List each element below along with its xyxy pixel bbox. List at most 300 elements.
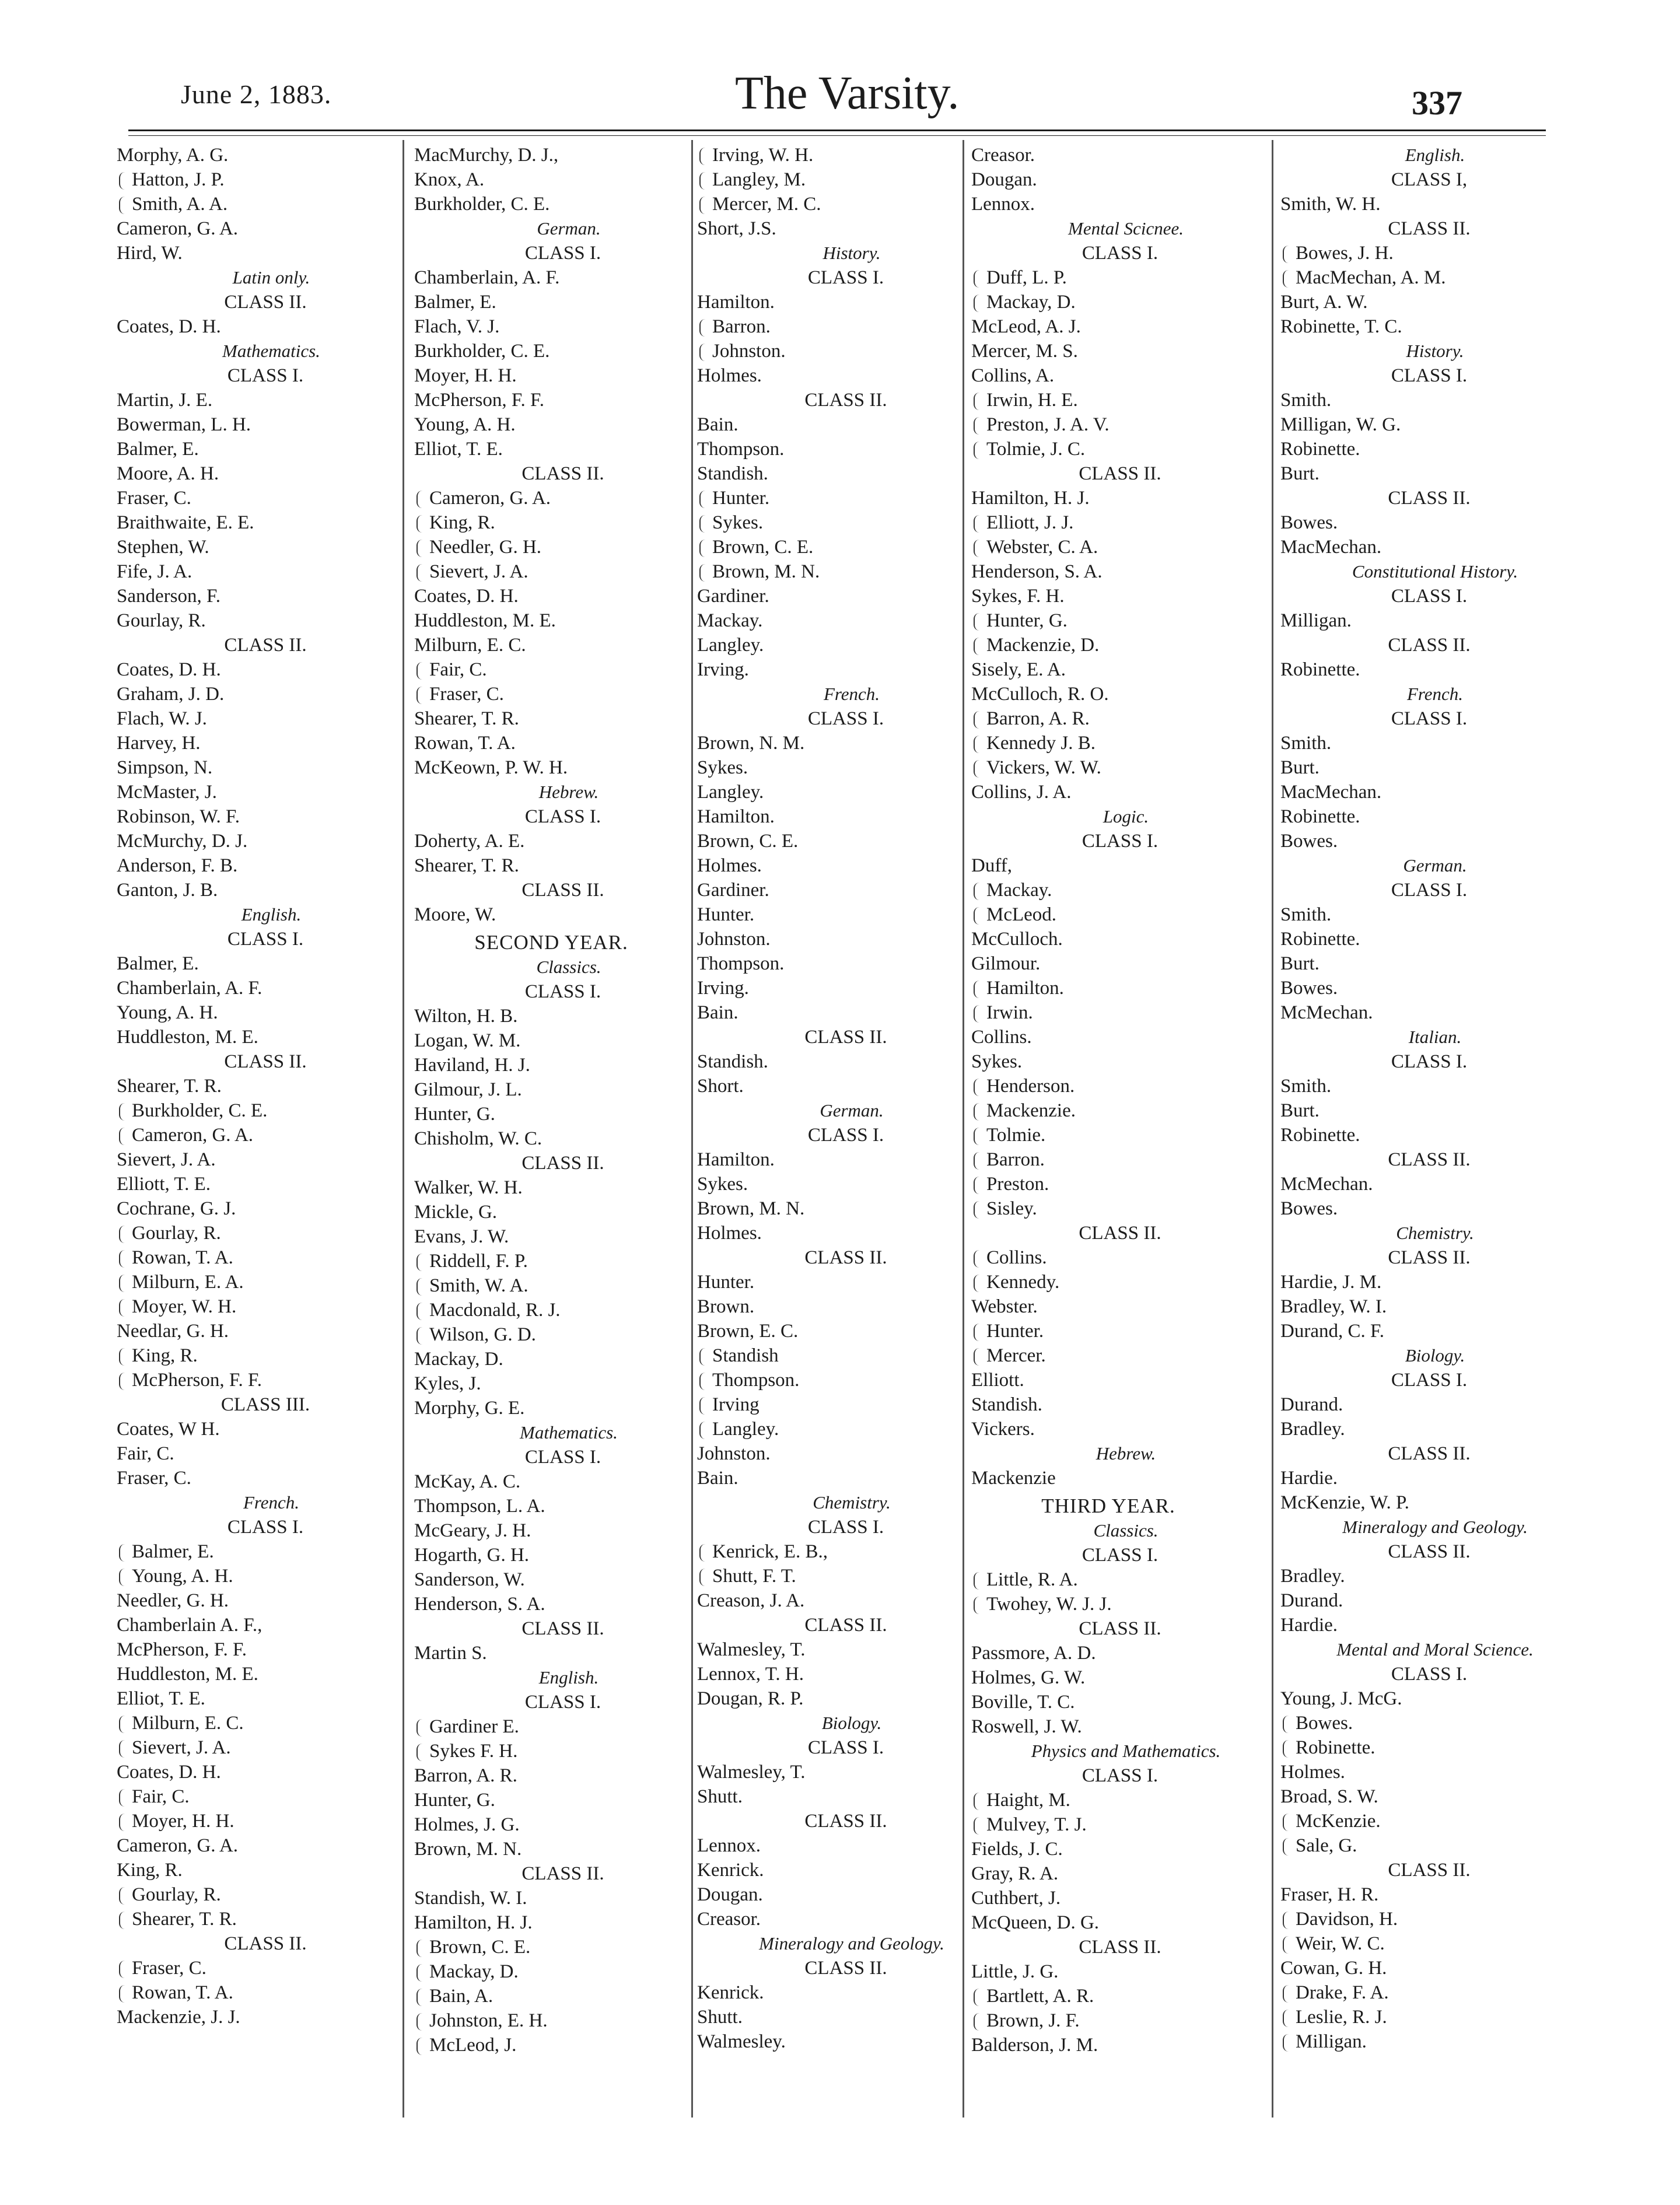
name-entry: McKeown, P. W. H. bbox=[414, 757, 568, 778]
bracketed-name-entry: King, R. bbox=[414, 510, 688, 535]
name-entry: Broad, S. W. bbox=[1280, 1786, 1378, 1807]
bracketed-name-entry: Bowes. bbox=[1280, 1711, 1555, 1735]
name-entry: Young, J. McG. bbox=[1280, 1688, 1402, 1709]
bracketed-name-entry: Preston, J. A. V. bbox=[971, 412, 1245, 437]
bracketed-name-entry: Wilson, G. D. bbox=[414, 1322, 688, 1347]
name-entry: Chisholm, W. C. bbox=[414, 1128, 542, 1149]
name-entry: Holmes. bbox=[697, 1223, 762, 1244]
class-heading: CLASS I. bbox=[1082, 243, 1158, 264]
bracketed-name-entry: King, R. bbox=[117, 1343, 391, 1368]
name-entry: MacMechan. bbox=[1280, 537, 1382, 558]
subject-heading: English. bbox=[538, 1667, 599, 1688]
bracketed-name-entry: McPherson, F. F. bbox=[117, 1368, 391, 1392]
class-heading: CLASS II. bbox=[804, 1247, 887, 1268]
name-entry: Fair, C. bbox=[117, 1443, 174, 1464]
subject-heading: German. bbox=[1403, 855, 1467, 876]
name-entry: Moore, W. bbox=[414, 904, 496, 925]
class-heading: CLASS I. bbox=[524, 243, 601, 264]
name-entry: Hird, W. bbox=[117, 243, 183, 264]
name-entry: Fife, J. A. bbox=[117, 561, 192, 582]
page-header bbox=[175, 61, 1517, 131]
name-entry: Holmes, J. G. bbox=[414, 1814, 520, 1835]
name-entry: Shearer, T. R. bbox=[117, 1076, 222, 1097]
bracketed-name-entry: Moyer, H. H. bbox=[117, 1809, 391, 1833]
name-entry: Bradley. bbox=[1280, 1566, 1345, 1587]
class-heading: CLASS II. bbox=[1079, 1223, 1161, 1244]
class-heading: CLASS I. bbox=[1391, 365, 1468, 386]
name-entry: Bowes. bbox=[1280, 831, 1338, 852]
name-entry: Standish. bbox=[697, 463, 768, 484]
class-heading: CLASS II. bbox=[804, 1027, 887, 1048]
subject-heading: Chemistry. bbox=[1396, 1223, 1474, 1243]
subject-heading: Classics. bbox=[1093, 1520, 1158, 1541]
name-entry: Brown, E. C. bbox=[697, 1321, 799, 1342]
name-entry: Huddleston, M. E. bbox=[117, 1027, 258, 1048]
class-heading: CLASS III. bbox=[220, 1394, 310, 1415]
name-entry: Brown, N. M. bbox=[697, 733, 805, 754]
name-entry: Balderson, J. M. bbox=[971, 2035, 1098, 2056]
name-entry: Needler, G. H. bbox=[117, 1590, 229, 1611]
name-entry: Mackay, D. bbox=[414, 1349, 503, 1370]
bracketed-name-entry: Mackenzie, D. bbox=[971, 633, 1245, 657]
name-entry: Walmesley. bbox=[697, 2031, 786, 2052]
bracketed-name-entry: McLeod. bbox=[971, 902, 1245, 927]
bracketed-name-entry: Elliott, J. J. bbox=[971, 510, 1245, 535]
name-entry: Mickle, G. bbox=[414, 1202, 498, 1223]
column-1 bbox=[117, 143, 391, 2126]
class-heading: CLASS II. bbox=[1388, 635, 1471, 656]
name-entry: Thompson. bbox=[697, 953, 785, 974]
name-entry: Lennox. bbox=[971, 194, 1035, 215]
name-entry: Passmore, A. D. bbox=[971, 1643, 1096, 1664]
class-heading: CLASS I, bbox=[1391, 169, 1468, 190]
class-heading: CLASS II. bbox=[1388, 488, 1471, 509]
name-entry: Bowerman, L. H. bbox=[117, 414, 251, 435]
name-entry: Coates, D. H. bbox=[117, 316, 221, 337]
bracketed-name-entry: Hunter. bbox=[697, 486, 971, 510]
name-entry: Barron, A. R. bbox=[414, 1765, 517, 1786]
bracketed-name-entry: Macdonald, R. J. bbox=[414, 1298, 688, 1322]
name-entry: McPherson, F. F. bbox=[117, 1639, 247, 1660]
name-entry: Young, A. H. bbox=[117, 1002, 218, 1023]
subject-heading: Biology. bbox=[1405, 1345, 1465, 1366]
bracketed-name-entry: Irving bbox=[697, 1392, 971, 1417]
name-entry: Sykes. bbox=[971, 1051, 1023, 1072]
name-entry: Smith. bbox=[1280, 904, 1332, 925]
name-entry: Vickers. bbox=[971, 1419, 1035, 1440]
subject-heading: Classics. bbox=[536, 957, 601, 977]
name-entry: Standish. bbox=[697, 1051, 768, 1072]
name-entry: Walmesley, T. bbox=[697, 1762, 806, 1783]
bracketed-name-entry: Kennedy. bbox=[971, 1270, 1245, 1294]
name-entry: MacMurchy, D. J., bbox=[414, 145, 559, 166]
subject-heading: Mathematics. bbox=[222, 341, 320, 361]
name-entry: Flach, W. J. bbox=[117, 708, 207, 729]
class-heading: CLASS I. bbox=[1082, 1545, 1158, 1566]
class-heading: CLASS II. bbox=[1388, 1247, 1471, 1268]
bracketed-name-entry: Sievert, J. A. bbox=[414, 559, 688, 584]
name-entry: Little, J. G. bbox=[971, 1961, 1059, 1982]
bracketed-name-entry: Mackay, D. bbox=[971, 290, 1245, 314]
name-entry: Milburn, E. C. bbox=[414, 635, 526, 656]
class-heading: CLASS II. bbox=[1079, 463, 1161, 484]
name-entry: Kyles, J. bbox=[414, 1373, 481, 1394]
name-entry: Knox, A. bbox=[414, 169, 485, 190]
name-entry: Smith. bbox=[1280, 1076, 1332, 1097]
subject-heading: French. bbox=[823, 684, 880, 704]
name-entry: Chamberlain A. F., bbox=[117, 1615, 262, 1636]
column-divider bbox=[402, 140, 404, 2118]
bracketed-name-entry: Brown, C. E. bbox=[697, 535, 971, 559]
name-entry: Durand. bbox=[1280, 1590, 1343, 1611]
bracketed-name-entry: Preston. bbox=[971, 1172, 1245, 1196]
name-entry: Morphy, A. G. bbox=[117, 145, 229, 166]
name-entry: Gilmour. bbox=[971, 953, 1041, 974]
class-heading: CLASS I. bbox=[807, 1517, 884, 1538]
class-heading: CLASS I. bbox=[807, 708, 884, 729]
name-entry: Short. bbox=[697, 1076, 744, 1097]
year-heading: SECOND YEAR. bbox=[474, 931, 628, 954]
name-entry: Stephen, W. bbox=[117, 537, 209, 558]
name-entry: Hamilton. bbox=[697, 1149, 775, 1170]
name-entry: McCulloch. bbox=[971, 929, 1063, 950]
name-entry: Mackenzie bbox=[971, 1468, 1056, 1489]
name-entry: Cowan, G. H. bbox=[1280, 1958, 1387, 1979]
subject-heading: Mineralogy and Geology. bbox=[1342, 1517, 1528, 1537]
bracketed-name-entry: Tolmie, J. C. bbox=[971, 437, 1245, 461]
subject-heading: Physics and Mathematics. bbox=[1031, 1741, 1221, 1761]
bracketed-name-entry: Fraser, C. bbox=[414, 682, 688, 706]
subject-heading: Constitutional History. bbox=[1352, 561, 1518, 582]
bracketed-name-entry: Twohey, W. J. J. bbox=[971, 1592, 1245, 1616]
bracketed-name-entry: Irwin, H. E. bbox=[971, 388, 1245, 412]
name-entry: Fields, J. C. bbox=[971, 1839, 1063, 1860]
name-entry: Robinette. bbox=[1280, 1125, 1360, 1146]
name-entry: Needlar, G. H. bbox=[117, 1321, 229, 1342]
bracketed-name-entry: Johnston. bbox=[697, 339, 971, 363]
name-entry: Fraser, C. bbox=[117, 1468, 191, 1489]
name-entry: McQueen, D. G. bbox=[971, 1912, 1100, 1933]
name-entry: Robinette. bbox=[1280, 439, 1360, 460]
class-heading: CLASS II. bbox=[1079, 1618, 1161, 1639]
name-entry: Cuthbert, J. bbox=[971, 1888, 1061, 1909]
class-heading: CLASS I. bbox=[227, 929, 304, 950]
name-entry: Durand, C. F. bbox=[1280, 1321, 1384, 1342]
name-entry: Brown, M. N. bbox=[414, 1839, 522, 1860]
name-entry: Shutt. bbox=[697, 2007, 743, 2028]
subject-heading: Mineralogy and Geology. bbox=[759, 1933, 944, 1954]
name-entry: Holmes, G. W. bbox=[971, 1667, 1086, 1688]
subject-heading: Logic. bbox=[1102, 806, 1149, 827]
class-heading: CLASS II. bbox=[1388, 1541, 1471, 1562]
name-entry: Walmesley, T. bbox=[697, 1639, 806, 1660]
name-entry: Langley. bbox=[697, 782, 764, 803]
bracketed-name-entry: Balmer, E. bbox=[117, 1539, 391, 1564]
name-entry: Logan, W. M. bbox=[414, 1030, 521, 1051]
name-entry: Cameron, G. A. bbox=[117, 1835, 239, 1856]
bracketed-name-entry: Mackenzie. bbox=[971, 1098, 1245, 1123]
name-entry: Graham, J. D. bbox=[117, 684, 225, 705]
column-2 bbox=[414, 143, 688, 2126]
name-entry: Johnston. bbox=[697, 929, 771, 950]
bracketed-name-entry: McLeod, J. bbox=[414, 2033, 688, 2057]
name-entry: Hunter, G. bbox=[414, 1104, 495, 1125]
name-entry: Sykes, F. H. bbox=[971, 586, 1065, 607]
class-heading: CLASS II. bbox=[224, 1051, 307, 1072]
name-entry: Sanderson, F. bbox=[117, 586, 220, 607]
page-number: 337 bbox=[1412, 84, 1462, 122]
bracketed-name-entry: Collins. bbox=[971, 1245, 1245, 1270]
subject-heading: Mathematics. bbox=[520, 1422, 618, 1443]
class-heading: CLASS I. bbox=[524, 806, 601, 827]
class-heading: CLASS I. bbox=[1391, 586, 1468, 607]
name-entry: Martin, J. E. bbox=[117, 390, 213, 411]
bracketed-name-entry: Milligan. bbox=[1280, 2029, 1555, 2054]
bracketed-name-entry: Moyer, W. H. bbox=[117, 1294, 391, 1319]
name-entry: Boville, T. C. bbox=[971, 1692, 1075, 1713]
class-heading: CLASS II. bbox=[1079, 1937, 1161, 1958]
bracketed-name-entry: Hunter, G. bbox=[971, 608, 1245, 633]
name-entry: Hamilton. bbox=[697, 292, 775, 313]
column-divider bbox=[1272, 140, 1273, 2118]
subject-heading: German. bbox=[820, 1100, 884, 1121]
name-entry: Moyer, H. H. bbox=[414, 365, 517, 386]
name-entry: Shutt. bbox=[697, 1786, 743, 1807]
name-entry: Bradley, W. I. bbox=[1280, 1296, 1387, 1317]
name-entry: Collins, J. A. bbox=[971, 782, 1072, 803]
bracketed-name-entry: Sievert, J. A. bbox=[117, 1735, 391, 1760]
name-entry: Smith. bbox=[1280, 390, 1332, 411]
name-entry: Bain. bbox=[697, 414, 738, 435]
name-entry: McMurchy, D. J. bbox=[117, 831, 248, 852]
name-entry: Henderson, S. A. bbox=[414, 1594, 545, 1615]
name-entry: Burt. bbox=[1280, 757, 1320, 778]
bracketed-name-entry: Irwin. bbox=[971, 1000, 1245, 1025]
name-entry: McLeod, A. J. bbox=[971, 316, 1081, 337]
bracketed-name-entry: Langley, M. bbox=[697, 167, 971, 192]
name-entry: McGeary, J. H. bbox=[414, 1520, 531, 1541]
bracketed-name-entry: Cameron, G. A. bbox=[117, 1123, 391, 1147]
bracketed-name-entry: Smith, W. A. bbox=[414, 1273, 688, 1298]
name-entry: Roswell, J. W. bbox=[971, 1716, 1082, 1737]
bracketed-name-entry: Brown, C. E. bbox=[414, 1935, 688, 1959]
class-heading: CLASS I. bbox=[807, 1125, 884, 1146]
bracketed-name-entry: Cameron, G. A. bbox=[414, 486, 688, 510]
bracketed-name-entry: Barron. bbox=[697, 314, 971, 339]
name-entry: Collins. bbox=[971, 1027, 1032, 1048]
bracketed-name-entry: Leslie, R. J. bbox=[1280, 2005, 1555, 2029]
name-entry: Langley. bbox=[697, 635, 764, 656]
bracketed-name-entry: Milburn, E. A. bbox=[117, 1270, 391, 1294]
name-entry: Huddleston, M. E. bbox=[117, 1664, 258, 1685]
bracketed-name-entry: Hatton, J. P. bbox=[117, 167, 391, 192]
header-rule bbox=[128, 130, 1546, 131]
year-heading: THIRD YEAR. bbox=[1041, 1494, 1175, 1517]
name-entry: Bain. bbox=[697, 1468, 738, 1489]
bracketed-name-entry: Gourlay, R. bbox=[117, 1882, 391, 1907]
name-entry: Bradley. bbox=[1280, 1419, 1345, 1440]
bracketed-name-entry: Davidson, H. bbox=[1280, 1907, 1555, 1931]
header-rule-thin bbox=[128, 135, 1546, 136]
name-entry: Shearer, T. R. bbox=[414, 708, 519, 729]
name-entry: Sisely, E. A. bbox=[971, 659, 1066, 680]
class-heading: CLASS I. bbox=[524, 1447, 601, 1468]
name-entry: Gardiner. bbox=[697, 586, 769, 607]
bracketed-name-entry: Johnston, E. H. bbox=[414, 2008, 688, 2033]
bracketed-name-entry: Brown, J. F. bbox=[971, 2008, 1245, 2033]
class-heading: CLASS I. bbox=[1082, 1765, 1158, 1786]
name-entry: Holmes. bbox=[697, 855, 762, 876]
bracketed-name-entry: Mercer, M. C. bbox=[697, 192, 971, 216]
name-entry: Brown, M. N. bbox=[697, 1198, 805, 1219]
bracketed-name-entry: Langley. bbox=[697, 1417, 971, 1441]
bracketed-name-entry: Sisley. bbox=[971, 1196, 1245, 1221]
name-entry: Duff, bbox=[971, 855, 1012, 876]
name-entry: Lennox, T. H. bbox=[697, 1664, 804, 1685]
class-heading: CLASS I. bbox=[524, 1692, 601, 1713]
bracketed-name-entry: Shearer, T. R. bbox=[117, 1907, 391, 1931]
class-heading: CLASS I. bbox=[1391, 708, 1468, 729]
bracketed-name-entry: Sykes. bbox=[697, 510, 971, 535]
name-entry: Mercer, M. S. bbox=[971, 341, 1078, 362]
bracketed-name-entry: MacMechan, A. M. bbox=[1280, 265, 1555, 290]
class-heading: CLASS II. bbox=[1388, 1443, 1471, 1464]
bracketed-name-entry: Fair, C. bbox=[414, 657, 688, 682]
name-entry: Burt. bbox=[1280, 953, 1320, 974]
bracketed-name-entry: Young, A. H. bbox=[117, 1564, 391, 1588]
name-entry: Creason, J. A. bbox=[697, 1590, 805, 1611]
name-entry: Elliott, T. E. bbox=[117, 1174, 211, 1195]
class-heading: CLASS II. bbox=[1388, 1149, 1471, 1170]
bracketed-name-entry: Mercer. bbox=[971, 1343, 1245, 1368]
name-entry: Coates, D. H. bbox=[414, 586, 519, 607]
issue-date: June 2, 1883. bbox=[181, 79, 332, 109]
class-heading: CLASS II. bbox=[522, 1863, 604, 1884]
name-entry: Coates, D. H. bbox=[117, 1762, 221, 1783]
name-entry: Creasor. bbox=[971, 145, 1035, 166]
class-heading: CLASS I. bbox=[1391, 1370, 1468, 1391]
class-heading: CLASS I. bbox=[1391, 1051, 1468, 1072]
name-entry: Dougan, R. P. bbox=[697, 1688, 804, 1709]
name-entry: Henderson, S. A. bbox=[971, 561, 1102, 582]
bracketed-name-entry: Bartlett, A. R. bbox=[971, 1984, 1245, 2008]
name-entry: Balmer, E. bbox=[117, 953, 199, 974]
bracketed-name-entry: Fair, C. bbox=[117, 1784, 391, 1809]
bracketed-name-entry: Mackay, D. bbox=[414, 1959, 688, 1984]
bracketed-name-entry: Vickers, W. W. bbox=[971, 755, 1245, 780]
name-entry: Bowes. bbox=[1280, 512, 1338, 533]
column-divider bbox=[691, 140, 693, 2118]
name-entry: Brown, C. E. bbox=[697, 831, 799, 852]
name-entry: Dougan. bbox=[971, 169, 1037, 190]
name-entry: Hamilton. bbox=[697, 806, 775, 827]
subject-heading: Chemistry. bbox=[813, 1492, 891, 1513]
class-heading: CLASS II. bbox=[804, 390, 887, 411]
name-entry: Burt, A. W. bbox=[1280, 292, 1368, 313]
name-entry: Standish, W. I. bbox=[414, 1888, 527, 1909]
name-entry: Dougan. bbox=[697, 1884, 763, 1905]
name-entry: Cameron, G. A. bbox=[117, 218, 239, 239]
name-entry: Fraser, C. bbox=[117, 488, 191, 509]
name-entry: Irving. bbox=[697, 978, 749, 999]
class-heading: CLASS II. bbox=[224, 635, 307, 656]
bracketed-name-entry: Thompson. bbox=[697, 1368, 971, 1392]
name-entry: Rowan, T. A. bbox=[414, 733, 516, 754]
class-heading: CLASS II. bbox=[522, 1618, 604, 1639]
class-heading: CLASS I. bbox=[1391, 880, 1468, 901]
subject-heading: Hebrew. bbox=[1096, 1443, 1156, 1464]
name-entry: Hardie. bbox=[1280, 1468, 1338, 1489]
bracketed-name-entry: Fraser, C. bbox=[117, 1956, 391, 1980]
name-entry: McMechan. bbox=[1280, 1002, 1373, 1023]
class-heading: CLASS II. bbox=[804, 1615, 887, 1636]
name-entry: McKenzie, W. P. bbox=[1280, 1492, 1409, 1513]
name-entry: Sievert, J. A. bbox=[117, 1149, 216, 1170]
subject-heading: Italian. bbox=[1408, 1027, 1462, 1047]
name-entry: Fraser, H. R. bbox=[1280, 1884, 1379, 1905]
name-entry: Sanderson, W. bbox=[414, 1569, 525, 1590]
name-entry: Moore, A. H. bbox=[117, 463, 219, 484]
name-entry: Coates, W H. bbox=[117, 1419, 220, 1440]
bracketed-name-entry: Hunter. bbox=[971, 1319, 1245, 1343]
name-entry: Mackay. bbox=[697, 610, 763, 631]
name-entry: Evans, J. W. bbox=[414, 1226, 509, 1247]
name-entry: Hamilton, H. J. bbox=[414, 1912, 533, 1933]
name-entry: Elliot, T. E. bbox=[117, 1688, 205, 1709]
bracketed-name-entry: Standish bbox=[697, 1343, 971, 1368]
class-heading: CLASS I. bbox=[227, 365, 304, 386]
bracketed-name-entry: Mulvey, T. J. bbox=[971, 1812, 1245, 1837]
column-3 bbox=[697, 143, 971, 2126]
class-heading: CLASS II. bbox=[522, 880, 604, 901]
name-entry: Durand. bbox=[1280, 1394, 1343, 1415]
name-entry: Short, J.S. bbox=[697, 218, 776, 239]
name-entry: Creasor. bbox=[697, 1909, 761, 1930]
bracketed-name-entry: Weir, W. C. bbox=[1280, 1931, 1555, 1956]
class-heading: CLASS II. bbox=[804, 1811, 887, 1832]
bracketed-name-entry: Webster, C. A. bbox=[971, 535, 1245, 559]
bracketed-name-entry: Smith, A. A. bbox=[117, 192, 391, 216]
name-entry: Thompson. bbox=[697, 439, 785, 460]
name-entry: Haviland, H. J. bbox=[414, 1055, 530, 1076]
subject-heading: Hebrew. bbox=[538, 782, 599, 802]
bracketed-name-entry: Bain, A. bbox=[414, 1984, 688, 2008]
name-entry: Lennox. bbox=[697, 1835, 761, 1856]
name-entry: Martin S. bbox=[414, 1643, 487, 1664]
name-entry: Holmes. bbox=[1280, 1762, 1345, 1783]
bracketed-name-entry: Tolmie. bbox=[971, 1123, 1245, 1147]
name-entry: MacMechan. bbox=[1280, 782, 1382, 803]
name-entry: Smith. bbox=[1280, 733, 1332, 754]
name-entry: McKay, A. C. bbox=[414, 1471, 521, 1492]
name-entry: Burkholder, C. E. bbox=[414, 194, 550, 215]
bracketed-name-entry: Mackay. bbox=[971, 878, 1245, 902]
subject-heading: French. bbox=[1406, 684, 1464, 704]
bracketed-name-entry: Drake, F. A. bbox=[1280, 1980, 1555, 2005]
bracketed-name-entry: Burkholder, C. E. bbox=[117, 1098, 391, 1123]
name-entry: Huddleston, M. E. bbox=[414, 610, 556, 631]
column-4 bbox=[971, 143, 1245, 2126]
subject-heading: Latin only. bbox=[232, 267, 310, 288]
bracketed-name-entry: Irving, W. H. bbox=[697, 143, 971, 167]
name-entry: Milligan, W. G. bbox=[1280, 414, 1401, 435]
name-entry: Robinette. bbox=[1280, 929, 1360, 950]
name-entry: Elliott. bbox=[971, 1370, 1024, 1391]
name-entry: Irving. bbox=[697, 659, 749, 680]
bracketed-name-entry: Henderson. bbox=[971, 1074, 1245, 1098]
name-entry: Hardie, J. M. bbox=[1280, 1272, 1382, 1293]
column-5 bbox=[1280, 143, 1555, 2126]
